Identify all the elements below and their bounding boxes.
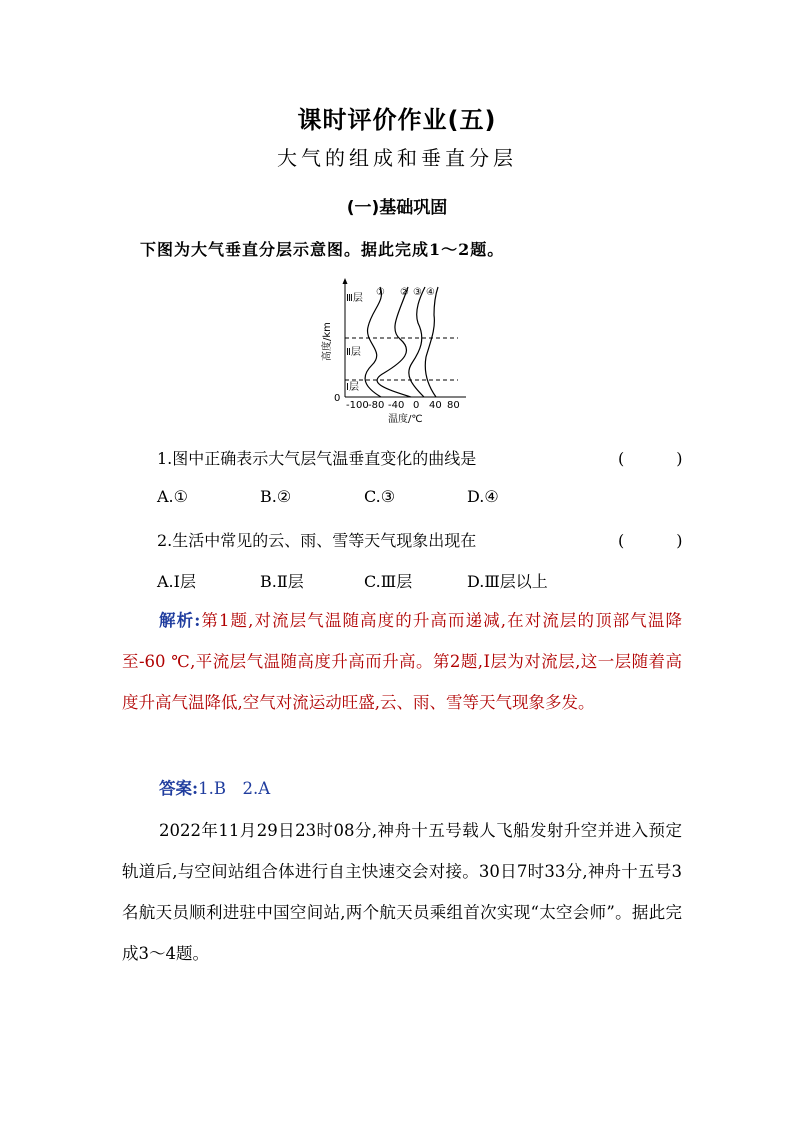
q2-option-d: D.Ⅲ层以上 [467, 572, 548, 591]
y-axis-label: 高度/km [322, 322, 333, 361]
x-tick-label: -100 [346, 400, 369, 411]
x-axis-label: 温度/℃ [388, 414, 423, 425]
passage-text: 2022年11月29日23时08分,神舟十五号载人飞船发射升空并进入预定轨道后,与空间站组合体进行自主快速交会对接。30日7时33分,神舟十五号3名航天员顺利进驻中国空间站,两个航天员乘组首次实现“太空会师”。据此完成3～4题。 [122, 821, 682, 963]
analysis-block [122, 600, 682, 723]
answer-text: 1.B 2.A [198, 779, 271, 798]
layer-1-label: Ⅰ层 [346, 382, 359, 393]
curve-4-label: ④ [426, 287, 435, 298]
question-1-bracket: ( ) [618, 449, 701, 468]
intro-text: 下图为大气垂直分层示意图。据此完成1～2题。 [140, 240, 505, 259]
x-tick-label: 80 [447, 400, 460, 411]
q1-option-a: A.① [157, 487, 188, 506]
analysis-text: 第1题,对流层气温随高度的升高而递减,在对流层的顶部气温降至-60 ℃,平流层气温随高度升高而升高。第2题,Ⅰ层为对流层,这一层随着高度升高气温降低,空气对流运动旺盛,云、雨、雪等天气现象多发。 [122, 611, 682, 712]
q2-option-b: B.Ⅱ层 [260, 572, 304, 591]
question-2-stem: 2.生活中常见的云、雨、雪等天气现象出现在 [157, 531, 477, 550]
curve-3-label: ③ [413, 287, 422, 298]
curve-1-label: ① [376, 287, 385, 298]
q1-option-c: C.③ [364, 487, 396, 506]
x-tick-label: -40 [388, 400, 405, 411]
q1-option-d: D.④ [467, 487, 499, 506]
layer-2-label: Ⅱ层 [346, 347, 361, 358]
y-axis-arrow [343, 278, 348, 284]
x-tick-label: -80 [368, 400, 385, 411]
answer-label: 答案: [159, 779, 199, 798]
answer-block [122, 768, 682, 809]
page-subtitle: 大气的组成和垂直分层 [277, 146, 517, 170]
q1-option-b: B.② [260, 487, 292, 506]
curve-2-label: ② [400, 287, 409, 298]
y-origin-label: 0 [334, 393, 341, 404]
atmosphere-diagram [316, 277, 476, 431]
q2-option-c: C.Ⅲ层 [364, 572, 413, 591]
question-1-stem: 1.图中正确表示大气层气温垂直变化的曲线是 [157, 449, 477, 468]
section-heading: (一)基础巩固 [346, 198, 448, 218]
layer-3-label: Ⅲ层 [346, 293, 363, 304]
question-2-bracket: ( ) [618, 531, 701, 550]
x-tick-label: 0 [413, 400, 420, 411]
analysis-label: 解析: [159, 611, 201, 630]
x-tick-label: 40 [429, 400, 442, 411]
page-title: 课时评价作业(五) [297, 106, 497, 134]
q2-option-a: A.Ⅰ层 [157, 572, 196, 591]
